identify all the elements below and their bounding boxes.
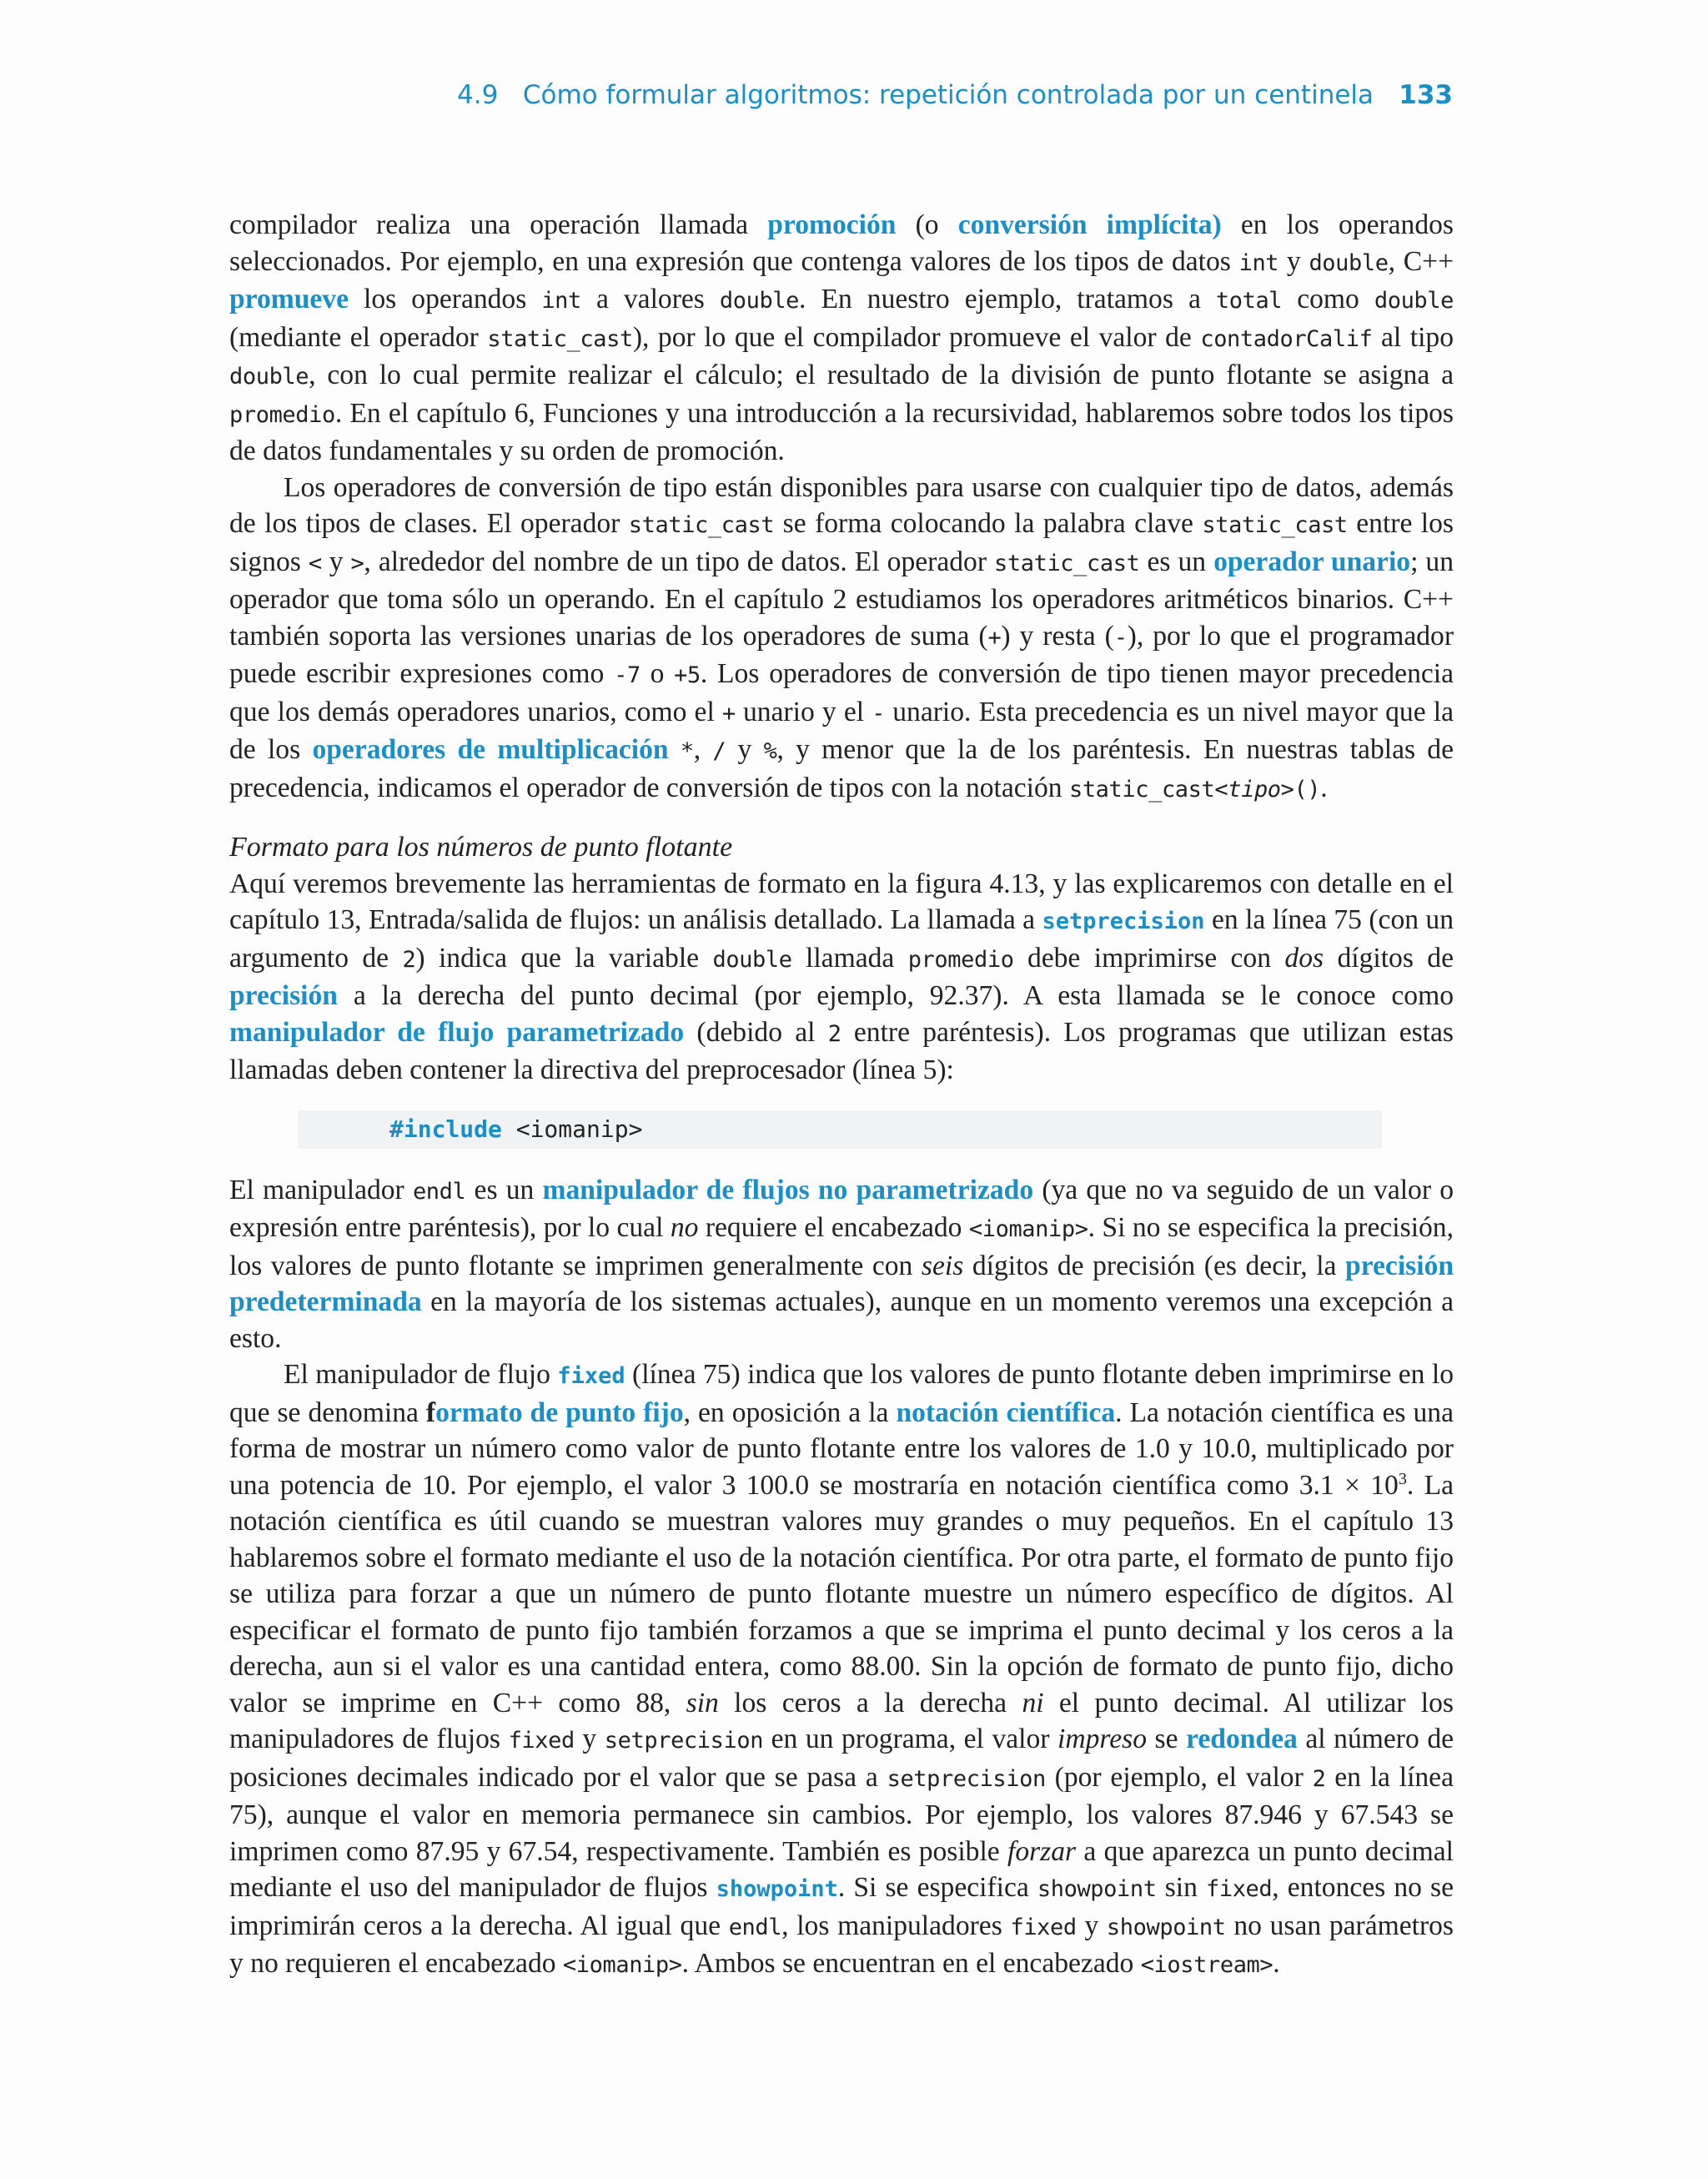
code-text: <iomanip>	[501, 1115, 643, 1143]
inline-code: double	[719, 288, 800, 314]
inline-code: -7	[614, 662, 640, 688]
key-term: notación científica	[896, 1396, 1116, 1428]
section-number: 4.9	[457, 80, 499, 110]
inline-code: +	[987, 624, 1002, 651]
inline-code: static_cast	[628, 512, 775, 538]
inline-code: int	[1238, 249, 1279, 276]
inline-code: showpoint	[1037, 1876, 1157, 1902]
inline-code: *	[680, 738, 694, 764]
inline-code: setprecision	[887, 1765, 1046, 1792]
bold-letter: f	[425, 1396, 436, 1428]
key-term: operadores de multiplicación	[312, 734, 669, 765]
inline-code: 2	[1312, 1765, 1326, 1792]
page-number: 133	[1399, 80, 1453, 110]
key-term: conversión implícita)	[957, 209, 1222, 240]
inline-code: fixed	[1205, 1876, 1273, 1902]
key-term: ormato de punto fijo	[435, 1396, 684, 1428]
inline-code: %	[763, 738, 777, 764]
key-term: promueve	[229, 284, 349, 315]
inline-code: 2	[402, 946, 416, 973]
paragraph-promotion: compilador realiza una operación llamada promoción (o conversión implícita) en los operandos seleccionados. Por ejemplo, en una expresión que contenga valores de los tipos de datos int y double, C++ promueve los operandos int a valores double. En nuestro ejemplo, tratamos a total como double (mediante el operador static_cast), por lo que el compilador promueve el valor de contadorCalif al tipo double, con lo cual permite realizar el cálculo; el resultado de la división de punto flotante se asigna a promedio. En el capítulo 6, Funciones y una introducción a la recursividad, hablaremos sobre todos los tipos de datos fundamentales y su orden de promoción.	[229, 209, 1454, 466]
inline-code: endl	[728, 1914, 782, 1940]
key-term: operador unario	[1213, 546, 1411, 577]
inline-code: +5	[674, 662, 701, 688]
inline-code: double	[1309, 249, 1389, 276]
paragraph-endl: El manipulador endl es un manipulador de flujos no parametrizado (ya que no va seguido de un valor o expresión entre paréntesis), por lo cual no requiere el encabezado <iomanip>. Si no se especifica la precisión, los valores de punto flotante se imprimen generalmente con seis dígitos de precisión (es decir, la precisión predeterminada en la mayoría de los sistemas actuales), aunque en un momento veremos una excepción a esto.	[229, 1174, 1454, 1354]
inline-code: <iomanip>	[562, 1952, 682, 1978]
emphasis: dos	[1284, 942, 1324, 974]
emphasis: impreso	[1057, 1724, 1147, 1754]
inline-code: <iomanip>	[968, 1216, 1088, 1242]
paragraph-setprecision: Aquí veremos brevemente las herramientas de formato en la figura 4.13, y las explicaremos con detalle en el capítulo 13, Entrada/salida de flujos: un análisis detallado. La llamada a setprecision en la línea 75 (con un argumento de 2) indica que la variable double llamada promedio debe imprimirse con dos dígitos de precisión a la derecha del punto decimal (por ejemplo, 92.37). A esta llamada se le conoce como manipulador de flujo parametrizado (debido al 2 entre paréntesis). Los programas que utilizan estas llamadas deben contener la directiva del preprocesador (línea 5):	[229, 868, 1454, 1085]
paragraph-cast-operators: Los operadores de conversión de tipo están disponibles para usarse con cualquier tipo de datos, además de los tipos de clases. El operador static_cast se forma colocando la palabra clave static_cast entre los signos < y >, alrededor del nombre de un tipo de datos. El operador static_cast es un operador unario; un operador que toma sólo un operando. En el capítulo 2 estudiamos los operadores aritméticos binarios. C++ también soporta las versiones unarias de los operadores de suma (+) y resta (-), por lo que el programador puede escribir expresiones como -7 o +5. Los operadores de conversión de tipo tienen mayor precedencia que los demás operadores unarios, como el + unario y el - unario. Esta precedencia es un nivel mayor que la de los operadores de multiplicación *, / y %, y menor que la de los paréntesis. En nuestras tablas de precedencia, indicamos el operador de conversión de tipos con la notación static_cast<tipo>().	[229, 471, 1454, 803]
inline-code: double	[1374, 288, 1454, 314]
section-title-text: Cómo formular algoritmos: repetición controlada por un centinela	[522, 80, 1374, 110]
inline-code: static_cast<	[1068, 776, 1228, 803]
inline-code: >	[350, 550, 364, 576]
inline-code: promedio	[907, 946, 1014, 973]
inline-code: total	[1215, 288, 1283, 314]
inline-code: 2	[827, 1020, 841, 1047]
section-title	[457, 80, 1374, 110]
key-term: precisión predeterminada	[229, 1250, 1454, 1317]
inline-code: fixed	[508, 1728, 575, 1754]
code-block	[298, 1110, 1382, 1149]
emphasis: ni	[1022, 1687, 1044, 1719]
emphasis: sin	[686, 1687, 719, 1719]
key-term: manipulador de flujos no parametrizado	[542, 1174, 1034, 1205]
inline-code-italic: tipo	[1228, 776, 1281, 803]
inline-code: int	[541, 288, 581, 314]
superscript: 3	[1398, 1469, 1407, 1488]
inline-code: promedio	[229, 401, 335, 428]
inline-code: showpoint	[1106, 1914, 1226, 1940]
emphasis: forzar	[1007, 1835, 1077, 1867]
key-term: redondea	[1186, 1724, 1298, 1754]
inline-code: contadorCalif	[1200, 325, 1373, 352]
inline-code: +	[721, 700, 736, 727]
key-term: promoción	[767, 209, 897, 240]
inline-code: static_cast	[994, 550, 1140, 576]
page-body	[229, 207, 1454, 1984]
inline-code-highlight: showpoint	[716, 1876, 838, 1902]
key-term: precisión	[229, 980, 338, 1011]
emphasis: no	[670, 1212, 699, 1243]
inline-code: setprecision	[604, 1728, 764, 1754]
inline-code: <iostream>	[1140, 1952, 1273, 1978]
emphasis: seis	[921, 1250, 964, 1281]
inline-code: static_cast	[487, 325, 633, 352]
inline-code: >()	[1280, 776, 1321, 803]
inline-code: endl	[412, 1178, 466, 1205]
key-term: manipulador de flujo parametrizado	[229, 1016, 685, 1048]
inline-code: <	[308, 550, 322, 576]
subsection-heading: Formato para los números de punto flotante	[229, 832, 733, 863]
code-keyword: #include	[389, 1115, 502, 1143]
inline-code: double	[712, 946, 792, 973]
inline-code-highlight: fixed	[557, 1363, 625, 1389]
inline-code: -	[872, 700, 886, 727]
inline-code: static_cast	[1202, 512, 1348, 538]
running-header	[457, 80, 1453, 110]
inline-code: double	[229, 364, 309, 390]
inline-code-highlight: setprecision	[1042, 908, 1205, 934]
paragraph-fixed: El manipulador de flujo fixed (línea 75) indica que los valores de punto flotante deben imprimirse en lo que se denomina formato de punto fijo, en oposición a la notación científica. La notación científica es una forma de mostrar un número como valor de punto flotante entre los valores de 1.0 y 10.0, multiplicado por una potencia de 10. Por ejemplo, el valor 3 100.0 se mostraría en notación científica como $3.1 \times 10^3$. La notación científica es útil cuando se muestran valores muy grandes o muy pequeños. En el capítulo 13 hablaremos sobre el formato mediante el uso de la notación científica. Por otra parte, el formato de punto fijo se utiliza para forzar a que un número de punto flotante muestre un número específico de dígitos. Al especificar el formato de punto fijo también forzamos a que se imprima el punto decimal y los ceros a la derecha, aun si el valor es una cantidad entera, como 88.00. Sin la opción de formato de punto fijo, dicho valor se imprime en C++ como 88, sin los ceros a la derecha ni el punto decimal. Al utilizar los manipuladores de flujos fixed y setprecision en un programa, el valor impreso se redondea al número de posiciones decimales indicado por el valor que se pasa a setprecision (por ejemplo, el valor 2 en la línea 75), aunque el valor en memoria permanece sin cambios. Por ejemplo, los valores 87.946 y 67.543 se imprimen como 87.95 y 67.54, respectivamente. También es posible forzar a que aparezca un punto decimal mediante el uso del manipulador de flujos showpoint. Si se especifica showpoint sin fixed, entonces no se imprimirán ceros a la derecha. Al igual que endl, los manipuladores fixed y showpoint no usan parámetros y no requieren el encabezado <iomanip>. Ambos se encuentran en el encabezado <iostream>.	[229, 1359, 1454, 1979]
inline-code: fixed	[1010, 1914, 1077, 1940]
inline-code: /	[712, 738, 726, 764]
inline-code: -	[1113, 624, 1128, 651]
